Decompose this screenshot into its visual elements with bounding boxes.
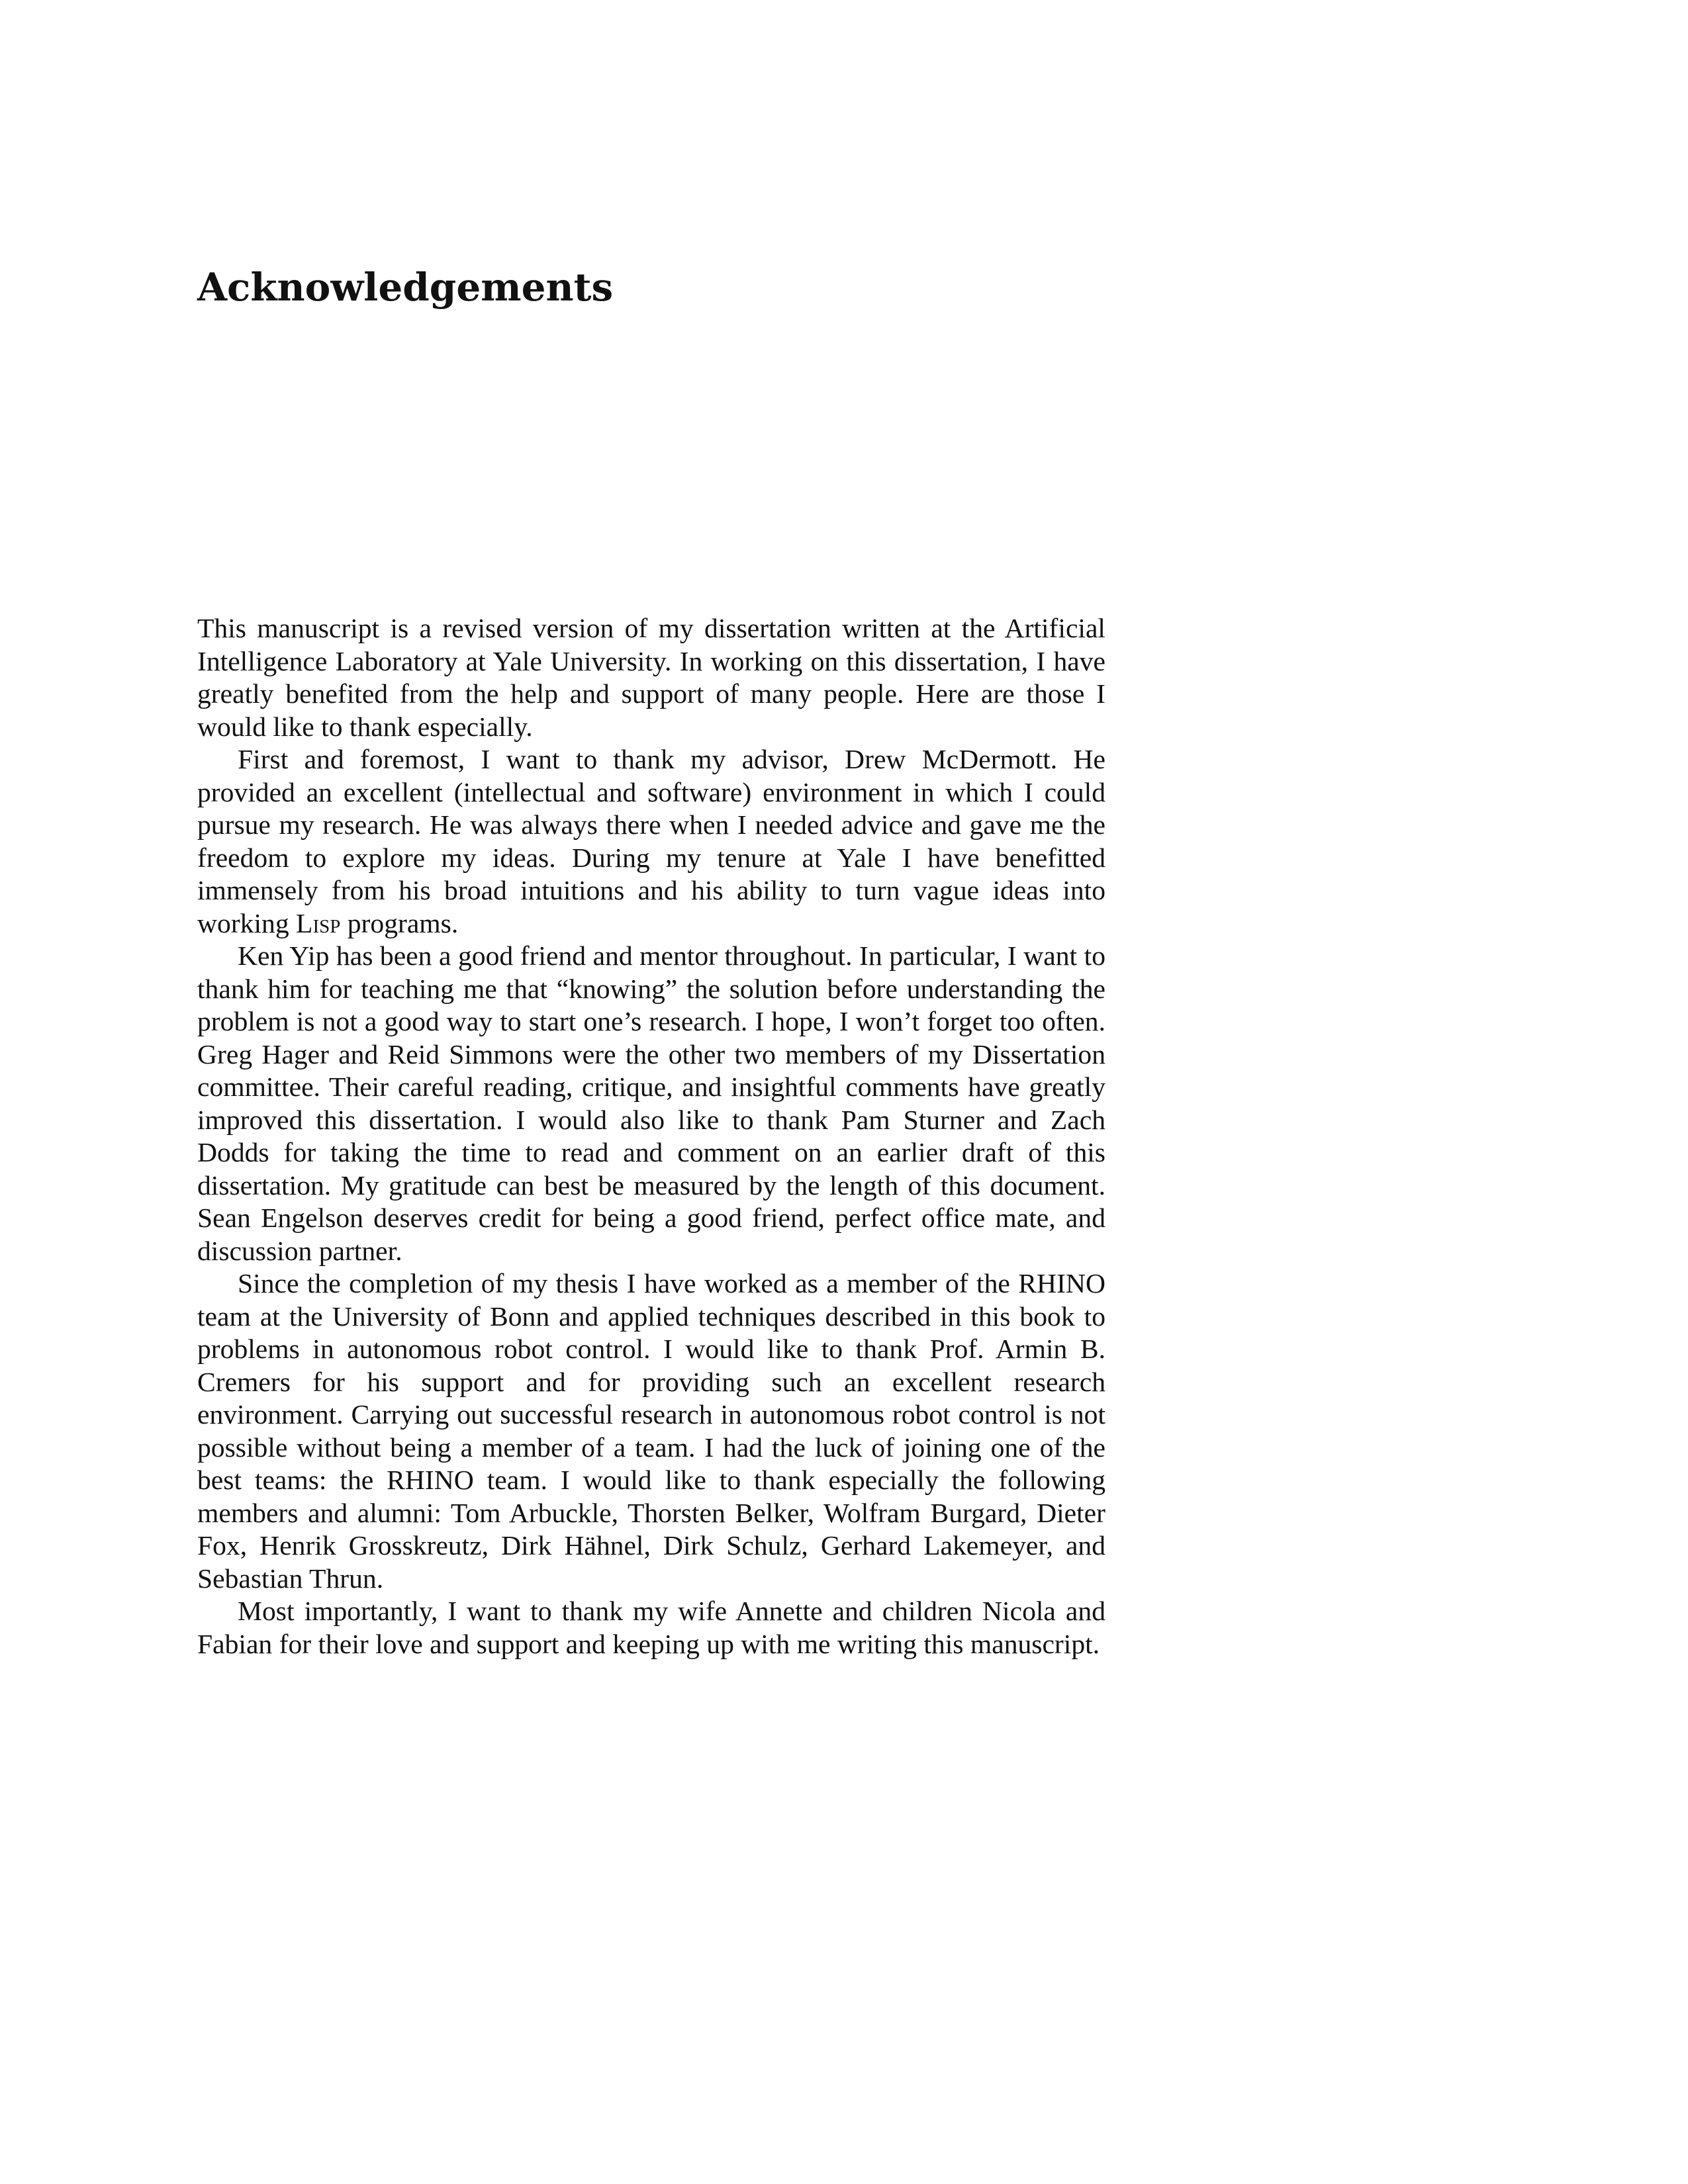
paragraph-family: Most importantly, I want to thank my wife Annette and children Nicola and Fabian for their love and support and keeping up with me writing this manuscript.: [197, 1596, 1105, 1659]
paragraph-rhino-team: Since the completion of my thesis I have worked as a member of the RHINO team at the University of Bonn and applied techniques described in this book to problems in autonomous robot control. I would like to thank Prof. Armin B. Cremers for his support and for providing such an excellent research environment. Carrying out successful research in autonomous robot control is not possible without being a member of a team. I had the luck of joining one of the best teams: the RHINO team. I would like to thank especially the following members and alumni: Tom Arbuckle, Thorsten Belker, Wolfram Burgard, Dieter Fox, Henrik Grosskreutz, Dirk Hähnel, Dirk Schulz, Gerhard Lakemeyer, and Sebastian Thrun.: [197, 1268, 1105, 1594]
paragraph-mentors: Ken Yip has been a good friend and mentor throughout. In particular, I want to thank him for teaching me that “knowing” the solution before understanding the problem is not a good way to start one’s research. I hope, I won’t forget too often. Greg Hager and Reid Simmons were the other two members of my Dissertation committee. Their careful reading, critique, and insightful comments have greatly improved this dissertation. I would also like to thank Pam Sturner and Zach Dodds for taking the time to read and comment on an earlier draft of this dissertation. My gratitude can best be measured by the length of this document. Sean Engelson deserves credit for being a good friend, perfect office mate, and discussion partner.: [197, 940, 1105, 1266]
acknowledgements-body: [197, 612, 1105, 1661]
page-title: Acknowledgements: [197, 265, 614, 310]
lisp-term: Lisp: [296, 907, 341, 938]
paragraph-advisor-text: First and foremost, I want to thank my advisor, Drew McDermott. He provided an excellent (intellectual and software) environment in which I could pursue my research. He was always there when I needed advice and gave me the freedom to explore my ideas. During my tenure at Yale I have benefitted immensely from his broad intuitions and his ability to turn vague ideas into working: [197, 744, 1105, 938]
paragraph-advisor: [197, 743, 1105, 940]
paragraph-advisor-end: programs.: [340, 907, 459, 938]
paragraph-intro: This manuscript is a revised version of my dissertation written at the Artificial Intelligence Laboratory at Yale University. In working on this dissertation, I have greatly benefited from the help and support of many people. Here are those I would like to thank especially.: [197, 613, 1105, 742]
